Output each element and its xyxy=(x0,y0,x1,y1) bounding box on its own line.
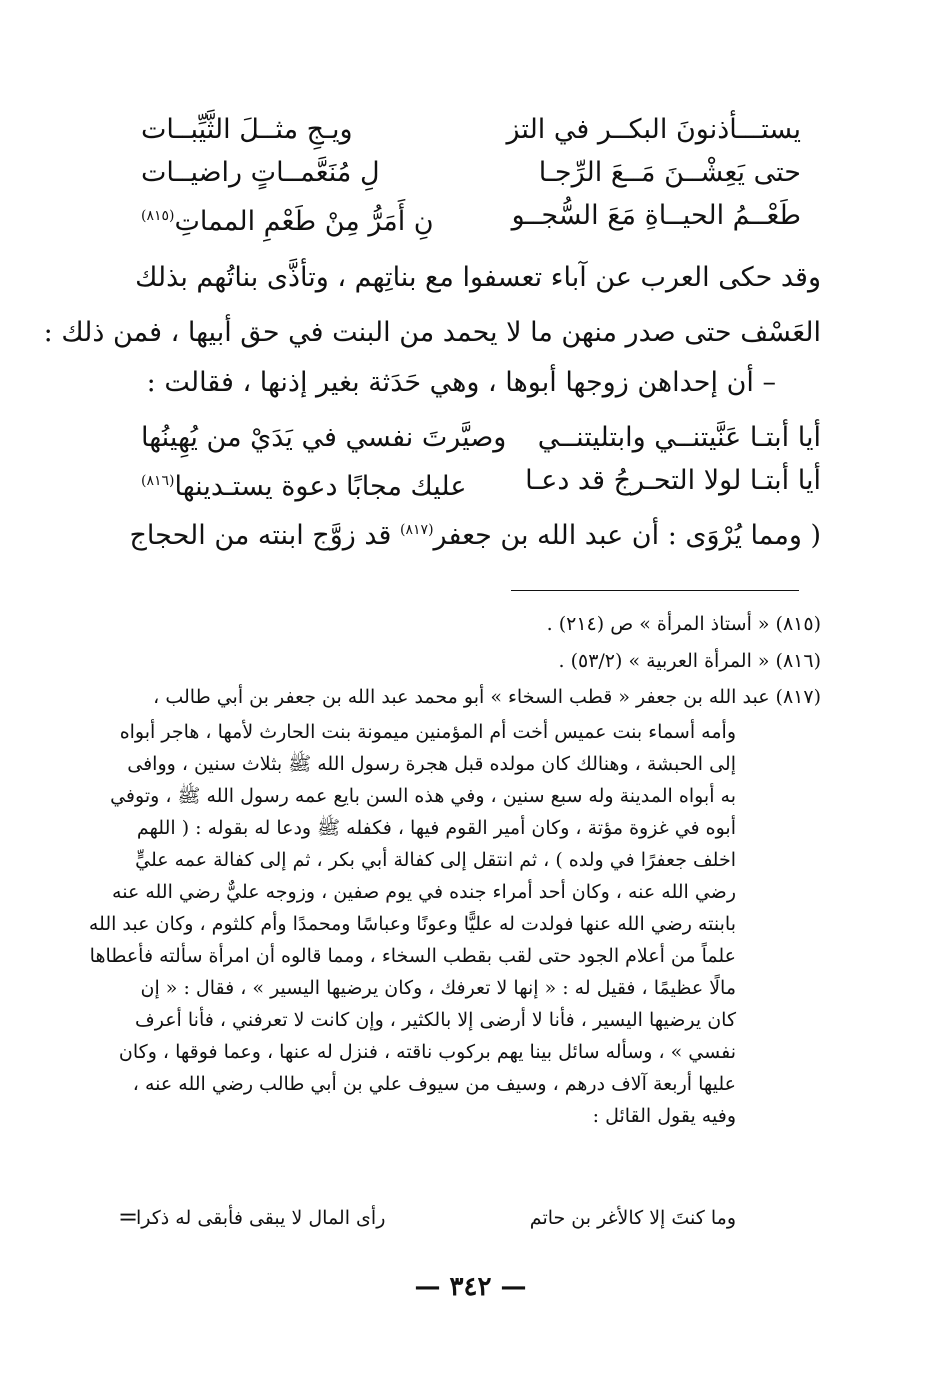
footnote-line: أبوه في غزوة مؤتة ، وكان أمير القوم فيها ، فكفله ﷺ ودعا له بقوله : ( اللهم xyxy=(136,817,736,839)
footnote-line: وأمه أسماء بنت عميس أخت أم المؤمنين ميمونة بنت الحارث لأمها ، هاجر أبواه xyxy=(119,721,736,743)
poem2-verse-1 xyxy=(141,418,821,458)
hemistich-first: وما كنتَ إلا كالأغر بن حاتم xyxy=(529,1207,736,1229)
paragraph-text: ( ومما يُرْوَى : أن عبد الله بن جعفر xyxy=(433,520,821,551)
hemistich-second: وصيَّرتَ نفسي في يَدَيْ من يُهِينُها xyxy=(141,422,507,453)
footnote-line: به أبواه المدينة وله سبع سنين ، وفي هذه السن بايع عمه رسول الله ﷺ ، وتوفي xyxy=(110,785,736,807)
footnote-line: بابنته رضي الله عنها فولدت له عليًّا وعونًا وعباسًا ومحمدًا وأم كلثوم ، وكان عبد الله xyxy=(88,913,736,935)
hemistich-text: نِ أَمَرُّ مِنْ طَعْمِ المماتِ xyxy=(174,206,434,237)
paragraph-text: قد زوَّج ابنته من الحجاج xyxy=(129,520,401,551)
footnote-text: « المرأة العربية » (٥٣/٢) . xyxy=(558,650,770,672)
footnote-line: كان يرضيها اليسير ، فأنا لا أرضى إلا بالكثير ، وإن كانت لا تعرفني ، فأنا أعرف xyxy=(135,1009,736,1031)
page-number: — ٣٤٢ — xyxy=(414,1272,527,1302)
hemistich-second: رأى المال لا يبقى فأبقى له ذكرا xyxy=(136,1207,386,1229)
footnote-line: عليها أربعة آلاف درهم ، وسيف من سيوف علي بن أبي طالب رضي الله عنه ، xyxy=(132,1073,736,1095)
hemistich-second: ويـجِ مثــلَ الثَّيِّبــات xyxy=(141,114,353,145)
footnote-816 xyxy=(121,646,821,677)
footnote-line: علماً من أعلام الجود حتى لقب بقطب السخاء ، ومما قالوه أن امرأة سألته فأعطاها xyxy=(89,945,736,967)
footnote-line: اخلف جعفرًا في ولده ) ، ثم انتقل إلى كفالة أبي بكر ، ثم إلى كفالة عمه عليٍّ xyxy=(135,849,736,871)
hemistich-first: أيا أبتـا عَنَّيتنــي وابتليتنــي xyxy=(537,422,821,453)
footnote-line: وفيه يقول القائل : xyxy=(592,1105,736,1127)
footnote-text: عبد الله بن جعفر « قطب السخاء » أبو محمد عبد الله بن جعفر بن أبي طالب ، xyxy=(153,686,770,708)
footnote-line: رضي الله عنه ، وكان أحد أمراء جنده في يوم صفين ، وزوجه عليٌّ رضي الله عنه xyxy=(112,881,736,903)
footnote-line: مالًا عظيمًا ، فقيل له : « إنها لا تعرفك ، وكان يرضيها اليسير » ، فقال : « إن xyxy=(140,977,736,999)
paragraph-line-2: العَسْف حتى صدر منهن ما لا يحمد من البنت في حق أبيها ، فمن ذلك : xyxy=(43,317,821,348)
paragraph-line-3: – أن إحداهن زوجها أبوها ، وهي حَدَثة بغير إذنها ، فقالت : xyxy=(146,367,776,398)
footnote-817 xyxy=(121,682,821,713)
footnote-ref: (٨١٧) xyxy=(400,522,434,538)
footnote-ref: (٨١٥) xyxy=(141,208,175,224)
footnote-815 xyxy=(121,609,821,640)
hemistich-first: أيا أبتـا لولا التحـرجُ قد دعـا xyxy=(525,465,821,496)
footnote-line: إلى الحبشة ، وهنالك كان مولده قبل هجرة رسول الله ﷺ بثلاث سنين ، ووافى xyxy=(127,753,736,775)
continuation-mark: = xyxy=(118,1203,139,1231)
paragraph-line-4 xyxy=(121,520,821,551)
footnote-number: (٨١٥) xyxy=(775,613,821,635)
footnote-number: (٨١٧) xyxy=(775,686,821,708)
hemistich-second: لِ مُنَعَّمــاتٍ راضيــات xyxy=(141,157,380,188)
footnote-ref: (٨١٦) xyxy=(141,473,175,489)
footnote-verse xyxy=(136,1207,736,1229)
footnote-line: نفسي » ، وسأله سائل بينا يهم بركوب ناقته ، فنزل له عنها ، وعما فوقها ، وكان xyxy=(118,1041,736,1063)
hemistich-second xyxy=(141,196,434,242)
poem1-verse-3 xyxy=(141,196,801,242)
hemistich-first: حتى يَعِشْــنَ مَــعَ الرِّجـا xyxy=(538,157,801,188)
footnote-text: « أستاذ المرأة » ص (٢١٤) . xyxy=(546,613,770,635)
hemistich-second xyxy=(141,461,466,507)
footnote-number: (٨١٦) xyxy=(775,650,821,672)
hemistich-first: طَعْــمُ الحيــاةِ مَعَ السُّجــو xyxy=(511,200,801,231)
hemistich-text: عليك مجابًا دعوة يستـدينها xyxy=(174,471,467,502)
poem2-verse-2 xyxy=(141,461,821,507)
paragraph-line-1: وقد حكى العرب عن آباء تعسفوا مع بناتِهم ، وتأذَّى بناتُهم بذلك xyxy=(135,262,821,293)
hemistich-first: يستـــأذنونَ البكــر في التز xyxy=(506,114,801,145)
footnote-817-body xyxy=(88,716,736,1132)
footnote-divider xyxy=(511,590,799,591)
poem1-verse-1 xyxy=(141,110,801,150)
poem1-verse-2 xyxy=(141,153,801,193)
